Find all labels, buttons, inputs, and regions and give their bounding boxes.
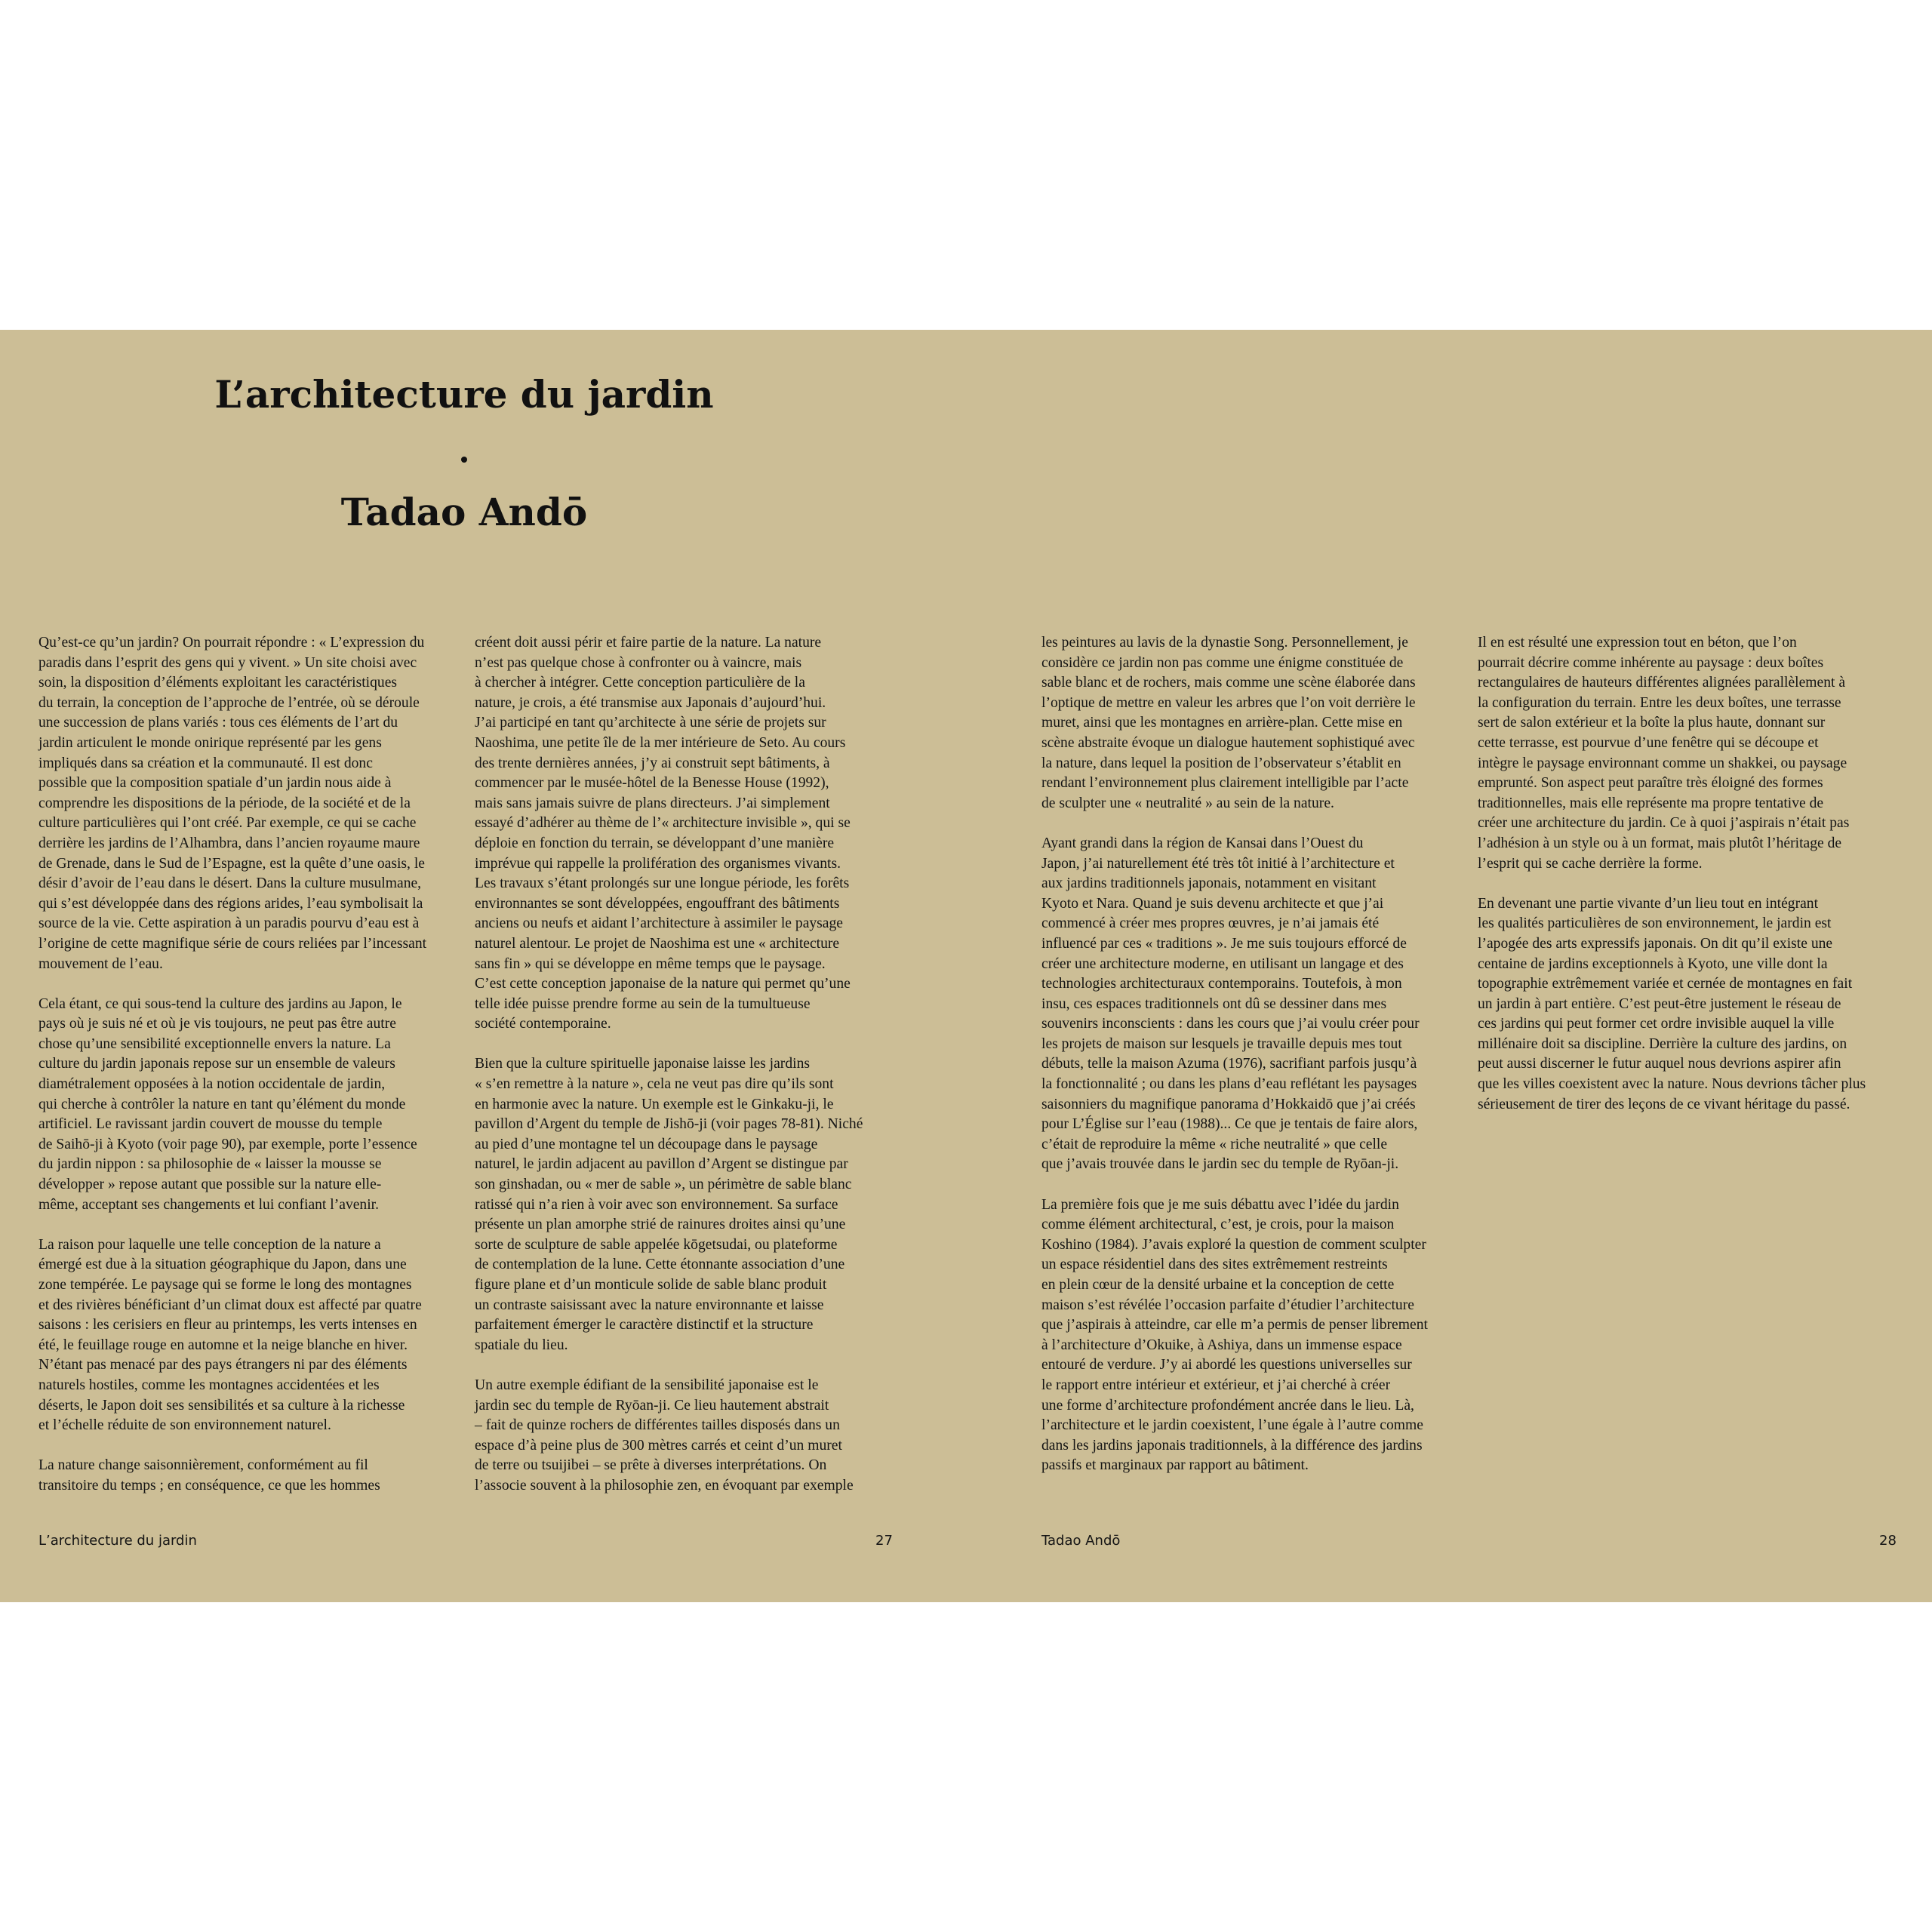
paragraph: Qu’est-ce qu’un jardin? On pourrait répondre : « L’expression du paradis dans l’esprit des gens qui y vivent. » Un site choisi avec soin, la disposition d’éléments exploitant les caractéristiques du terrain, la conception de l’approche de l’entrée, où se déroule une succession de plans variés : tous ces éléments de l’art du jardin articulent le monde onirique représenté par les gens impliqués dans sa création et la communauté. Il est donc possible que la composition spatiale d’un jardin nous aide à comprendre les dispositions de la période, de la société et de la culture particulières qui l’ont créé. Par exemple, ce qui se cache derrière les jardins de l’Alhambra, dans l’ancien royaume maure de Grenade, dans le Sud de l’Espagne, est la quête d’une oasis, le désir d’avoir de l’eau dans le désert. Dans la culture musulmane, qui s’est développée dans des régions arides, l’eau symbolisait la source de la vie. Cette aspiration à un paradis pourvu d’eau est à l’origine de cette magnifique série de cours reliées par l’incessant mouvement de l’eau. [38,635,427,972]
paragraph: La raison pour laquelle une telle conception de la nature a émergé est due à la situation géographique du Japon, dans une zone tempérée. Le paysage qui se forme le long des montagnes et des rivières bénéficiant d’un climat doux est affecté par quatre saisons : les cerisiers en fleur au printemps, les verts intenses en été, le feuillage rouge en automne et la neige blanche en hiver. N’étant pas menacé par des pays étrangers ni par des éléments naturels hostiles, comme les montagnes accidentées et les déserts, le Japon doit ses sensibilités et sa culture à la richesse et l’échelle réduite de son environnement naturel. [38,1236,422,1434]
right-page-column-1 [1041,633,1458,1476]
paragraph: En devenant une partie vivante d’un lieu tout en intégrant les qualités particulières de son environnement, le jardin est l’apogée des arts expressifs japonais. On dit qu’il existe une centaine de jardins exceptionnels à Kyoto, une ville dont la topographie extrêmement variée et cernée de montagnes en fait un jardin à part entière. C’est peut-être justement le réseau de ces jardins qui peut former cet ordre invisible auquel la ville millénaire doit sa discipline. Derrière la culture des jardins, on peut aussi discerner le futur auquel nous devrions aspirer afin que les villes coexistent avec la nature. Nous devrions tâcher plus sérieusement de tirer des leçons de ce vivant héritage du passé. [1478,895,1866,1112]
paragraph: La nature change saisonnièrement, conformément au fil transitoire du temps ; en conséquence, ce que les hommes [38,1457,380,1494]
paragraph: Un autre exemple édifiant de la sensibilité japonaise est le jardin sec du temple de Ryōan-ji. Ce lieu hautement abstrait – fait de quinze rochers de différentes tailles disposés dans un espace d’à peine plus de 300 mètres carrés et ceint d’un muret de terre ou tsuijibei – se prête à diverses interprétations. On l’associe souvent à la philosophie zen, en évoquant par exemple [475,1377,854,1494]
paragraph: Ayant grandi dans la région de Kansai dans l’Ouest du Japon, j’ai naturellement été très tôt initié à l’architecture et aux jardins traditionnels japonais, notamment en visitant Kyoto et Nara. Quand je suis devenu architecte et que j’ai commencé à créer mes propres œuvres, je n’ai jamais été influencé par ces « traditions ». Je me suis toujours efforcé de créer une architecture moderne, en utilisant un langage et des technologies architecturaux contemporains. Toutefois, à mon insu, ces espaces traditionnels ont dû se dessiner dans mes souvenirs inconscients : dans les cours que j’ai voulu créer pour les projets de maison sur lesquels je travaille depuis mes tout débuts, telle la maison Azuma (1976), sacrifiant parfois jusqu’à la fonctionnalité ; ou dans les plans d’eau reflétant les paysages saisonniers du magnifique panorama d’Hokkaidō que j’ai créés pour L’Église sur l’eau (1988)... Ce que je tentais de faire alors, c’était de reproduire la même « riche neutralité » que celle que j’avais trouvée dans le jardin sec du temple de Ryōan-ji. [1041,835,1420,1173]
paragraph: La première fois que je me suis débattu avec l’idée du jardin comme élément architectural, c’est, je crois, pour la maison Koshino (1984). J’avais exploré la question de comment sculpter un espace résidentiel dans des sites extrêmement restreints en plein cœur de la densité urbaine et la conception de cette maison s’est révélée l’occasion parfaite d’étudier l’architecture que j’aspirais à atteindre, car elle m’a permis de penser librement à l’architecture d’Okuike, à Ashiya, dans un immense espace entouré de verdure. J’y ai abordé les questions universelles sur le rapport entre intérieur et extérieur, et j’ai cherché à créer une forme d’architecture profondément ancrée dans le lieu. Là, l’architecture et le jardin coexistent, l’une égale à l’autre comme dans les jardins japonais traditionnels, à la différence des jardins passifs et marginaux par rapport au bâtiment. [1041,1196,1428,1474]
book-spread [0,330,1932,1602]
right-page-running-footer: Tadao Andō [1041,1533,1121,1549]
title-separator-dot [461,457,467,463]
chapter-author: Tadao Andō [340,490,588,534]
paragraph: Il en est résulté une expression tout en béton, que l’on pourrait décrire comme inhérente au paysage : deux boîtes rectangulaires de hauteurs différentes alignées parallèlement à la configuration du terrain. Entre les deux boîtes, une terrasse sert de salon extérieur et la boîte la plus haute, donnant sur cette terrasse, est pourvue d’une fenêtre qui se découpe et intègre le paysage environnant comme un shakkei, ou paysage emprunté. Son aspect peut paraître très éloigné des formes traditionnelles, mais elle représente ma propre tentative de créer une architecture du jardin. Ce à quoi j’aspirais n’était pas l’adhésion à un style ou à un format, mais plutôt l’héritage de l’esprit qui se cache derrière la forme. [1478,635,1850,872]
paragraph: les peintures au lavis de la dynastie Song. Personnellement, je considère ce jardin non pas comme une énigme constituée de sable blanc et de rochers, mais comme une scène élaborée dans l’optique de mettre en valeur les arbres que l’on voit derrière le muret, ainsi que les montagnes en arrière-plan. Cette mise en scène abstraite évoque un dialogue hautement sophistiqué avec la nature, dans lequel la position de l’observateur s’établit en rendant l’environnement plus clairement intelligible par l’acte de sculpter une « neutralité » au sein de la nature. [1041,635,1416,811]
left-page-column-2 [475,633,891,1497]
left-page-running-footer: L’architecture du jardin [38,1533,197,1549]
right-page-number: 28 [1879,1533,1897,1549]
right-page-column-2 [1478,633,1894,1115]
chapter-title: L’architecture du jardin [214,372,714,417]
paragraph: créent doit aussi périr et faire partie de la nature. La nature n’est pas quelque chose à confronter ou à vaincre, mais à chercher à intégrer. Cette conception particulière de la nature, je crois, a été transmise aux Japonais d’aujourd’hui. J’ai participé en tant qu’architecte à une série de projets sur Naoshima, une petite île de la mer intérieure de Seto. Au cours des trente dernières années, j’y ai construit sept bâtiments, à commencer par le musée-hôtel de la Benesse House (1992), mais sans jamais suivre de plans directeurs. J’ai simplement essayé d’adhérer au thème de l’« architecture invisible », qui se déploie en fonction du terrain, se développant d’une manière imprévue qui rappelle la prolifération des organismes vivants. Les travaux s’étant prolongés sur une longue période, les forêts environnantes se sont développées, engouffrant des bâtiments anciens ou neufs et aidant l’architecture à assimiler le paysage naturel alentour. Le projet de Naoshima est une « architecture sans fin » qui se développe en même temps que le paysage. C’est cette conception japonaise de la nature qui permet qu’une telle idée puisse prendre forme au sein de la tumultueuse société contemporaine. [475,635,851,1032]
left-page-column-1 [38,633,455,1497]
paragraph: Bien que la culture spirituelle japonaise laisse les jardins « s’en remettre à la nature », cela ne veut pas dire qu’ils sont en harmonie avec la nature. Un exemple est le Ginkaku-ji, le pavillon d’Argent du temple de Jishō-ji (voir pages 78-81). Niché au pied d’une montagne tel un découpage dans le paysage naturel, le jardin adjacent au pavillon d’Argent se distingue par son ginshadan, ou « mer de sable », un périmètre de sable blanc ratissé qui n’a rien à voir avec son environnement. Sa surface présente un plan amorphe strié de rainures droites ainsi qu’une sorte de sculpture de sable appelée kōgetsudai, ou plateforme de contemplation de la lune. Cette étonnante association d’une figure plane et d’un monticule solide de sable blanc produit un contraste saisissant avec la nature environnante et laisse parfaitement émerger le caractère distinctif et la structure spatiale du lieu. [475,1056,863,1353]
paragraph: Cela étant, ce qui sous-tend la culture des jardins au Japon, le pays où je suis né et où je vis toujours, ne peut pas être autre chose qu’une sensibilité exceptionnelle envers la nature. La culture du jardin japonais repose sur un ensemble de valeurs diamétralement opposées à la notion occidentale de jardin, qui cherche à contrôler la nature en tant qu’élément du monde artificiel. Le ravissant jardin couvert de mousse du temple de Saihō-ji à Kyoto (voir page 90), par exemple, porte l’essence du jardin nippon : sa philosophie de « laisser la mousse se développer » repose autant que possible sur la nature elle- même, acceptant ses changements et lui confiant l’avenir. [38,995,417,1213]
left-page-number: 27 [875,1533,893,1549]
